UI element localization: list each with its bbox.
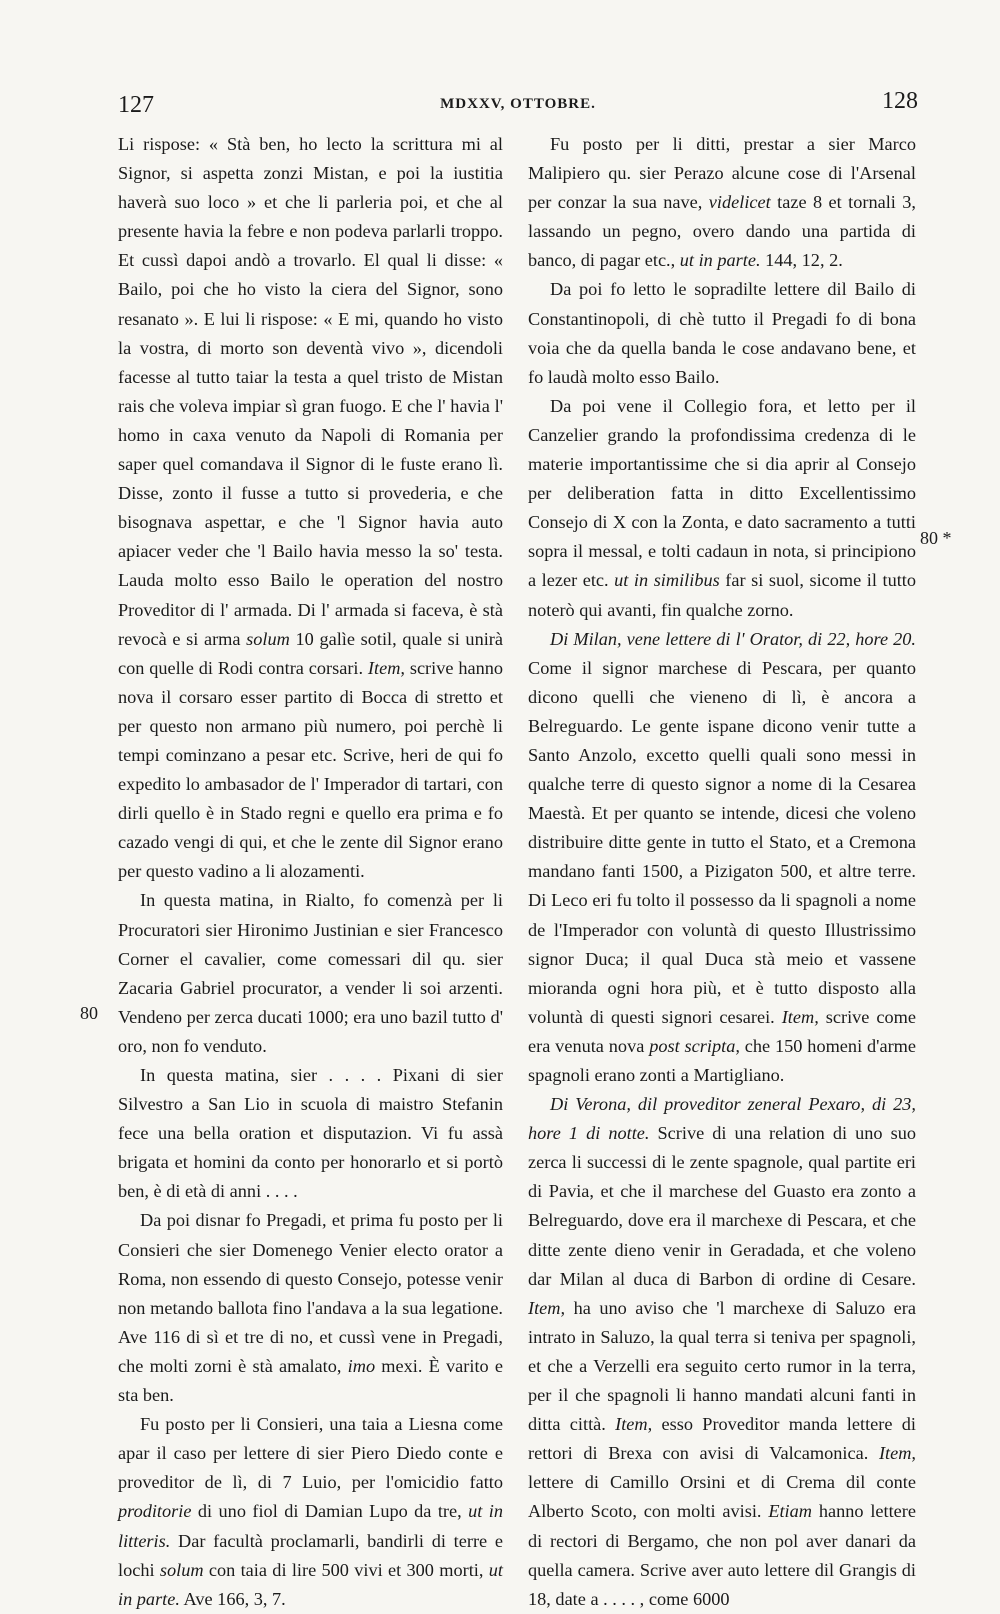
text-segment: mexi. È varito e sta ben.: [118, 1355, 503, 1406]
text-segment: ha uno aviso che 'l marchexe di Saluzo era intrato in Saluzo, la qual terra si teniva per spagnoli, et che a Verzelli era seguito certo rumor in la terra, per il che spagnoli li hanno mandati alcuni fanti in ditta città.: [528, 1297, 916, 1435]
text-segment: Come il signor marchese di Pescara, per quanto dicono quelli che vieneno di lì, è ancora a Belreguardo. Le gente ispane dicono venir tutte a Santo Anzolo, excetto quelli quali sono messi in qualche terre di questo signor a nome di la Cesarea Maestà. Et per quanto se intende, dicesi che voleno distribuire ditte gente in tutto el Stato, et a Cremona mandano fanti 1500, a Pizigaton 500, et altre terre. Di Leco eri fu tolto il possesso da li spagnoli a nome de l'Imperador con voluntà di questo Illustrissimo signor Duca; il qual Duca stà meio et vassene mioranda ogni hora più, et è tutto disposto alla voluntà di questi signori cesarei.: [528, 657, 916, 1027]
paragraph: [118, 886, 503, 1061]
italic-text: post scripta,: [649, 1035, 740, 1056]
text-segment: Da poi disnar fo Pregadi, et prima fu posto per li Consieri che sier Domenego Venier electo orator a Roma, non essendo di questo Consejo, potesse venir non metando ballota fino l'andava a la sua legatione. Ave 116 di sì et tre di no, et cussì vene in Pregadi, che molti zorni è stà amalato,: [118, 1210, 503, 1376]
italic-text: ut in similibus: [614, 570, 720, 591]
text-segment: che 150 homeni d'arme spagnoli erano zonti a Martigliano.: [528, 1035, 916, 1085]
text-segment: con taia di lire 500 vivi et 300 morti,: [203, 1559, 489, 1580]
italic-text: Item,: [367, 657, 405, 678]
italic-text: videlicet: [708, 192, 771, 213]
text-segment: In questa matina, in Rialto, fo comenzà per li Procuratori sier Hironimo Justinian e sier Francesco Corner el cavalier, come comessari dil qu. sier Zacaria Gabriel procurator, a vender li soi arzenti. Vendeno per zerca ducati 1000; era uno bazil tutto d' oro, non fo venduto.: [118, 890, 503, 1056]
text-segment: In questa matina, sier . . . . Pixani di sier Silvestro a San Lio in scuola di maistro Stefanin fece una bella oration et disputazion. Vi fu assà brigata et homini da conto per honorarlo et si portò ben, è di età di anni . . . .: [118, 1065, 503, 1202]
paragraph: [118, 1410, 503, 1614]
paragraph: [528, 275, 916, 391]
italic-text: ut in parte.: [679, 250, 761, 271]
text-segment: scrive come era venuta nova: [528, 1006, 916, 1056]
italic-text: ut in litteris.: [118, 1501, 503, 1551]
text-segment: Dar facultà proclamarli, bandirli di terre e lochi: [118, 1530, 503, 1580]
text-segment: 10 galìe sotil, quale si unirà con quelle di Rodi contra corsari.: [118, 628, 503, 678]
text-segment: di uno fiol di Damian Lupo da tre,: [191, 1501, 469, 1522]
italic-text: Item,: [781, 1006, 819, 1027]
italic-text: Di Verona, dil proveditor zeneral Pexaro, di 23, hore 1 di notte.: [528, 1094, 916, 1144]
italic-text: Item,: [878, 1443, 916, 1464]
italic-text: solum: [159, 1559, 204, 1580]
paragraph: [528, 130, 916, 275]
italic-text: imo: [347, 1355, 376, 1376]
text-segment: Fu posto per li Consieri, una taia a Liesna come apar il caso per lettere di sier Piero Diedo conte e proveditor de lì, di 7 Luio, per l'omicidio fatto: [118, 1414, 503, 1493]
text-segment: hanno lettere di rectori di Bergamo, che non pol aver danari da quella camera. Scrive aver auto lettere dil Grangis di 18, date a . . . . , come 6000: [528, 1501, 916, 1609]
page-number-right: 128: [882, 88, 918, 114]
paragraph: [118, 1206, 503, 1410]
text-segment: far si suol, sicome il tutto noterò qui avanti, fin qualche zorno.: [528, 570, 917, 620]
text-segment: taze 8 et tornali 3, lassando un pegno, overo dando una partida di banco, di pagar etc.,: [528, 192, 916, 271]
paragraph: [528, 392, 916, 625]
italic-text: Di Milan, vene lettere di l' Orator, di 22, hore 20.: [550, 628, 916, 649]
paragraph: [118, 130, 503, 886]
page-number-left: 127: [118, 92, 154, 118]
right-column: [528, 130, 916, 1614]
text-segment: lettere di Camillo Orsini et di Crema dil conte Alberto Scoto, con molti avisi.: [528, 1472, 916, 1522]
page-header: [118, 88, 918, 122]
text-segment: esso Proveditor manda lettere di rettori di Brexa con avisi di Valcamonica.: [528, 1414, 916, 1464]
text-segment: scrive hanno nova il corsaro esser partito di Bocca di stretto et per questo non armano più numero, poi perchè li tempi cominzano a pesar etc. Scrive, heri de qui fo expedito lo ambasador de l' Imperador di tartari, con dirli quello è in Stado regni e quello era prima e fo cazado vengi di qui, et che le zente dil Signor erano per questo vadino a li alozamenti.: [118, 657, 504, 882]
paragraph: [118, 1061, 503, 1206]
text-segment: Da poi vene il Collegio fora, et letto per il Canzelier grando la profondissima credenza di le materie importantissime che si dia aprir al Consejo per deliberation fatta in ditto Excellentissimo Consejo di X con la Zonta, e dato sacramento a tutti sopra il messal, e tolti cadaun in nota, si principiono a lezer etc.: [528, 395, 916, 591]
text-segment: Da poi fo letto le sopradilte lettere dil Bailo di Constantinopoli, di chè tutto il Pregadi fo di bona voia che da quella banda le cose andavano bene, et fo laudà molto esso Bailo.: [528, 279, 916, 387]
text-segment: Fu posto per li ditti, prestar a sier Marco Malipiero qu. sier Perazo alcune cose di l'Arsenal per conzar la sua nave,: [528, 134, 916, 213]
left-column: [118, 130, 503, 1614]
italic-text: ut in parte.: [118, 1559, 504, 1609]
text-segment: Scrive di una relation di uno suo zerca li successi di le zente spagnole, qual partite eri di Pavia, et che il marchese del Guasto era zonto a Belreguardo, dove era il marchexe di Pescara, et che ditte zente dieno venir in Geradada, et che voleno dar Milan al duca di Barbon di ordine di Cesare.: [528, 1123, 916, 1289]
margin-note-right: 80 *: [920, 528, 952, 548]
paragraph: [528, 625, 916, 1091]
text-segment: Li rispose: « Stà ben, ho lecto la scrittura mi al Signor, si aspetta zonzi Mistan, e poi la iustitia haverà suo loco » et che li parleria poi, et che al presente havia la febre e non podeva parlarli troppo. Et cussì dapoi andò a trovarlo. El qual li disse: « Bailo, poi che ho visto la ciera del Signor, sono resanato ». E lui li rispose: « E mi, quando ho visto la vostra, di morto son deventà vivo », dicendoli facesse al tutto taiar la testa a quel tristo de Mistan rais che voleva impiar sì gran fuogo. E che l' havia l' homo in caxa venuto da Napoli di Romania per saper quel comandava il Signor di le fuste erano lì. Disse, zonto il fusse a tutto si provederia, e che bisognava aspettar, e che 'l Signor havia auto apiacer veder che 'l Bailo havia messo la so' testa. Lauda molto esso Bailo le operation del nostro Proveditor di l' armada. Di l' armada si faceva, è stà revocà e si arma: [118, 134, 503, 649]
italic-text: Item,: [615, 1414, 653, 1435]
italic-text: Etiam: [768, 1501, 812, 1522]
italic-text: solum: [246, 628, 290, 649]
margin-note-left: 80: [80, 1003, 98, 1023]
italic-text: Item,: [528, 1297, 566, 1318]
italic-text: proditorie: [118, 1501, 192, 1522]
text-segment: Ave 166, 3, 7.: [179, 1588, 286, 1609]
running-title: MDXXV, OTTOBRE.: [440, 96, 596, 112]
paragraph: [528, 1090, 916, 1614]
text-segment: 144, 12, 2.: [760, 250, 843, 271]
